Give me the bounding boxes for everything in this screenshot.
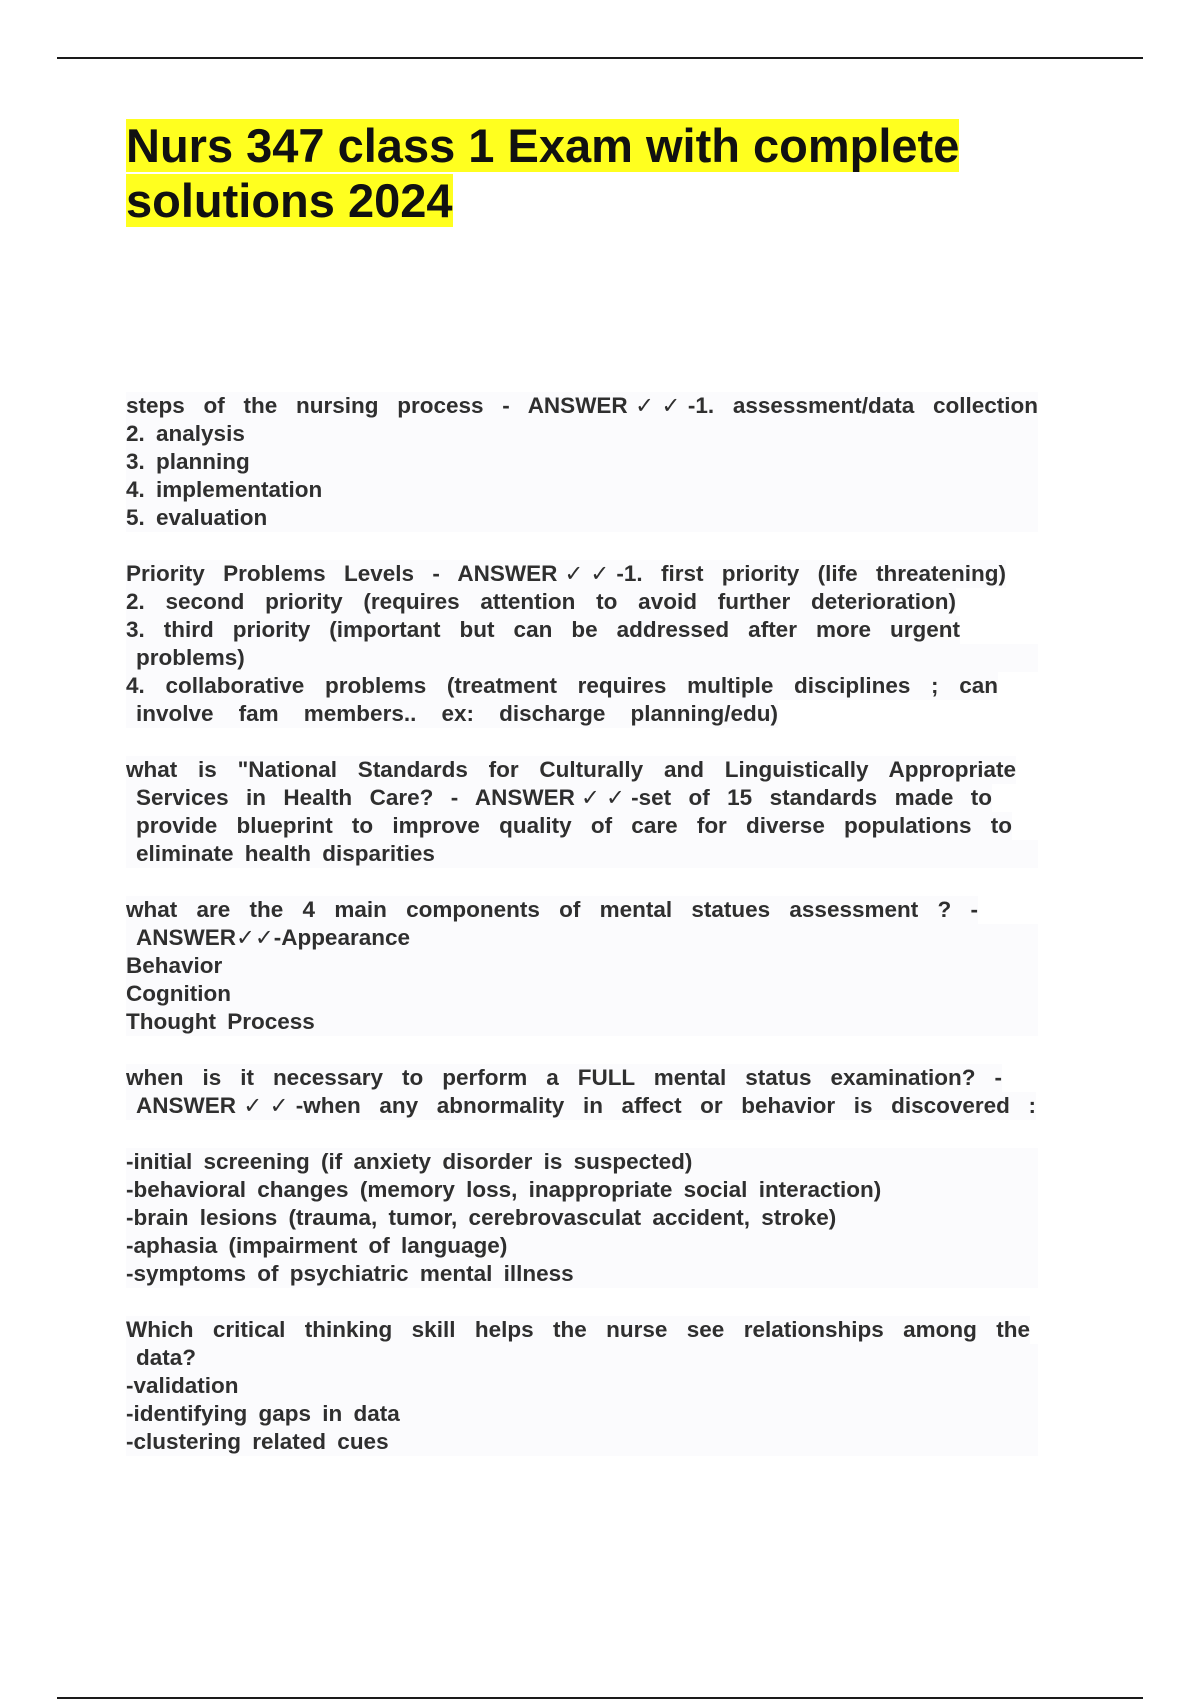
list-item: -aphasia (impairment of language) [126,1232,1038,1260]
answer-line: 4. implementation [126,476,1038,504]
list-item: -clustering related cues [126,1428,1038,1456]
qa-critical-thinking-skill [126,1316,1038,1456]
answer-line: 5. evaluation [126,504,1038,532]
qa-nursing-process-steps [126,392,1038,532]
title-line-2: solutions 2024 [126,174,453,227]
qa-full-mental-status-exam [126,1064,1038,1120]
list-item: -initial screening (if anxiety disorder is suspected) [126,1148,1038,1176]
answer-line: Cognition [126,980,1038,1008]
header-rule [57,57,1143,59]
answer-line: problems) [126,644,1038,672]
list-item: -symptoms of psychiatric mental illness [126,1260,1038,1288]
list-item: -validation [126,1372,1038,1400]
answer-line: 2. second priority (requires attention to avoid further deterioration) [126,589,956,614]
question-line: what are the 4 main components of mental statues assessment ? - [126,897,978,922]
answer-line: Behavior [126,952,1038,980]
question-line: Which critical thinking skill helps the nurse see relationships among the [126,1317,1030,1342]
question-line: what is "National Standards for Culturally and Linguistically Appropriate [126,757,1016,782]
answer-line: ANSWER✓✓-when any abnormality in affect or behavior is discovered : [126,1092,1036,1120]
question-line: data? [126,1344,1038,1372]
qa-content [126,392,1038,1484]
list-item: -brain lesions (trauma, tumor, cerebrovasculat accident, stroke) [126,1204,1038,1232]
answer-line: 2. analysis [126,420,1038,448]
title-line-1: Nurs 347 class 1 Exam with complete [126,119,960,172]
answer-line: 4. collaborative problems (treatment requires multiple disciplines ; can [126,673,998,698]
qa-national-standards [126,756,1038,868]
list-item: -behavioral changes (memory loss, inappropriate social interaction) [126,1176,1038,1204]
question-line: Services in Health Care? - ANSWER✓✓-set of 15 standards made to [126,784,992,812]
answer-line: Thought Process [126,1008,1038,1036]
document-title [126,118,1026,228]
list-item: -identifying gaps in data [126,1400,1038,1428]
answer-line: provide blueprint to improve quality of care for diverse populations to [126,812,1012,840]
footer-rule [57,1697,1143,1699]
answer-line: ANSWER✓✓-Appearance [126,924,1038,952]
qa-mental-status-components [126,896,1038,1036]
question-line: steps of the nursing process - ANSWER✓✓-1. assessment/data collection [126,393,1038,418]
question-line: when is it necessary to perform a FULL mental status examination? - [126,1065,1002,1090]
answer-line: 3. third priority (important but can be addressed after more urgent [126,617,960,642]
question-line: Priority Problems Levels - ANSWER✓✓-1. first priority (life threatening) [126,561,1006,586]
answer-line: eliminate health disparities [126,840,1038,868]
answer-line: 3. planning [126,448,1038,476]
answer-line: involve fam members.. ex: discharge planning/edu) [126,700,778,728]
qa-full-mental-status-exam-list [126,1148,1038,1288]
qa-priority-problems [126,560,1038,728]
